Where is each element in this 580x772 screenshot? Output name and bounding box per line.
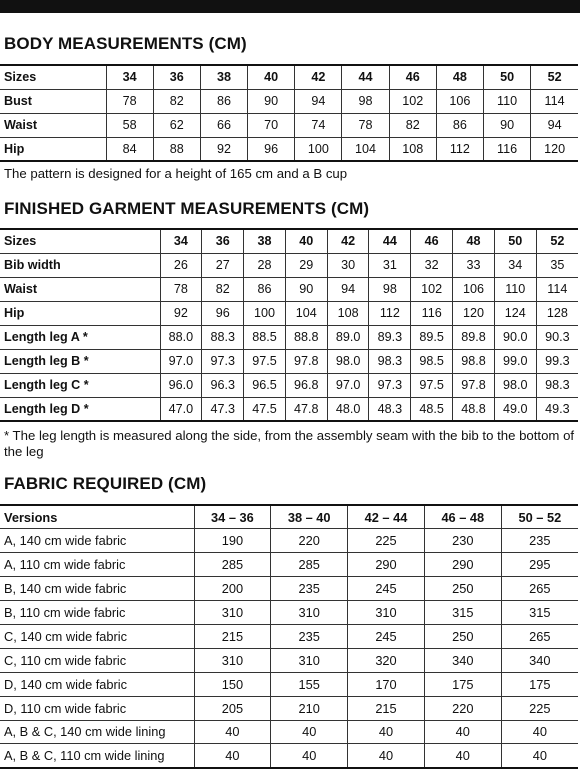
table-cell: 47.3 <box>202 397 244 421</box>
table-row <box>0 277 578 301</box>
table-cell: 96 <box>202 301 244 325</box>
row-label: Waist <box>0 277 160 301</box>
table-row <box>0 325 578 349</box>
column-header: 52 <box>536 229 578 253</box>
table-cell: 170 <box>348 672 425 696</box>
row-label: B, 110 cm wide fabric <box>0 601 194 625</box>
table-cell: 90.3 <box>536 325 578 349</box>
table-row <box>0 720 578 744</box>
table-cell: 82 <box>202 277 244 301</box>
table-cell: 90 <box>484 113 531 137</box>
column-header: 40 <box>285 229 327 253</box>
table-cell: 215 <box>194 624 271 648</box>
table-cell: 30 <box>327 253 369 277</box>
table-cell: 100 <box>244 301 286 325</box>
table-cell: 235 <box>271 577 348 601</box>
table-cell: 205 <box>194 696 271 720</box>
column-header: 44 <box>369 229 411 253</box>
table-cell: 104 <box>342 137 389 161</box>
column-header: 40 <box>248 65 295 89</box>
table-cell: 220 <box>271 529 348 553</box>
table-row <box>0 696 578 720</box>
fabric-required-table <box>0 504 578 769</box>
table-cell: 225 <box>348 529 425 553</box>
table-cell: 120 <box>531 137 578 161</box>
column-header: 50 – 52 <box>501 505 578 529</box>
row-label: Length leg B * <box>0 349 160 373</box>
table-cell: 98 <box>342 89 389 113</box>
table-cell: 29 <box>285 253 327 277</box>
table-cell: 315 <box>424 601 501 625</box>
table-cell: 340 <box>501 648 578 672</box>
table-cell: 48.5 <box>411 397 453 421</box>
table-cell: 84 <box>106 137 153 161</box>
column-header: 46 <box>389 65 436 89</box>
table-cell: 40 <box>348 720 425 744</box>
table-cell: 114 <box>536 277 578 301</box>
table-cell: 82 <box>389 113 436 137</box>
row-label: Hip <box>0 137 106 161</box>
table-cell: 220 <box>424 696 501 720</box>
table-cell: 114 <box>531 89 578 113</box>
table-cell: 40 <box>501 744 578 768</box>
column-header: 46 – 48 <box>424 505 501 529</box>
table-cell: 96.8 <box>285 373 327 397</box>
table-cell: 94 <box>531 113 578 137</box>
table-cell: 112 <box>369 301 411 325</box>
table-cell: 116 <box>484 137 531 161</box>
table-cell: 40 <box>194 720 271 744</box>
table-cell: 89.0 <box>327 325 369 349</box>
table-row <box>0 672 578 696</box>
table-cell: 89.5 <box>411 325 453 349</box>
table-cell: 116 <box>411 301 453 325</box>
table-cell: 104 <box>285 301 327 325</box>
table-cell: 310 <box>271 648 348 672</box>
table-cell: 250 <box>424 577 501 601</box>
table-cell: 290 <box>424 553 501 577</box>
table-cell: 86 <box>436 113 483 137</box>
table-cell: 74 <box>295 113 342 137</box>
column-header: 44 <box>342 65 389 89</box>
table-cell: 40 <box>501 720 578 744</box>
table-cell: 49.3 <box>536 397 578 421</box>
table-cell: 92 <box>160 301 202 325</box>
table-cell: 34 <box>494 253 536 277</box>
table-cell: 110 <box>494 277 536 301</box>
table-cell: 89.8 <box>453 325 495 349</box>
row-label: C, 140 cm wide fabric <box>0 624 194 648</box>
table-cell: 88.3 <box>202 325 244 349</box>
table-cell: 96 <box>248 137 295 161</box>
row-label: Length leg D * <box>0 397 160 421</box>
column-header: 36 <box>202 229 244 253</box>
table-cell: 70 <box>248 113 295 137</box>
row-label: A, 140 cm wide fabric <box>0 529 194 553</box>
column-header: 52 <box>531 65 578 89</box>
table-row <box>0 744 578 768</box>
table-header-row <box>0 65 578 89</box>
row-label: Length leg A * <box>0 325 160 349</box>
table-cell: 310 <box>348 601 425 625</box>
table-cell: 96.5 <box>244 373 286 397</box>
leg-length-note: * The leg length is measured along the side, from the assembly seam with the bib to the bottom of the leg <box>4 428 575 459</box>
table-cell: 47.8 <box>285 397 327 421</box>
top-bar <box>0 0 580 13</box>
row-label: Waist <box>0 113 106 137</box>
table-cell: 97.3 <box>202 349 244 373</box>
table-cell: 40 <box>271 720 348 744</box>
table-cell: 290 <box>348 553 425 577</box>
table-header-row <box>0 229 578 253</box>
column-header: 34 <box>160 229 202 253</box>
table-cell: 235 <box>501 529 578 553</box>
table-cell: 102 <box>389 89 436 113</box>
table-cell: 78 <box>106 89 153 113</box>
table-row <box>0 648 578 672</box>
table-cell: 32 <box>411 253 453 277</box>
table-cell: 88.0 <box>160 325 202 349</box>
table-cell: 98 <box>369 277 411 301</box>
table-cell: 97.8 <box>285 349 327 373</box>
table-cell: 40 <box>348 744 425 768</box>
table-cell: 48.8 <box>453 397 495 421</box>
table-cell: 112 <box>436 137 483 161</box>
row-label: A, 110 cm wide fabric <box>0 553 194 577</box>
table-cell: 27 <box>202 253 244 277</box>
column-header: 48 <box>453 229 495 253</box>
table-cell: 97.8 <box>453 373 495 397</box>
table-row <box>0 529 578 553</box>
table-cell: 200 <box>194 577 271 601</box>
table-cell: 225 <box>501 696 578 720</box>
table-cell: 97.0 <box>160 349 202 373</box>
column-header-label: Versions <box>0 505 194 529</box>
row-label: Bust <box>0 89 106 113</box>
table-row <box>0 553 578 577</box>
row-label: Bib width <box>0 253 160 277</box>
table-cell: 96.3 <box>202 373 244 397</box>
table-cell: 124 <box>494 301 536 325</box>
table-row <box>0 601 578 625</box>
table-cell: 108 <box>327 301 369 325</box>
table-cell: 94 <box>327 277 369 301</box>
table-cell: 40 <box>424 720 501 744</box>
table-cell: 310 <box>271 601 348 625</box>
table-cell: 315 <box>501 601 578 625</box>
table-cell: 88.8 <box>285 325 327 349</box>
table-cell: 98.8 <box>453 349 495 373</box>
table-cell: 40 <box>271 744 348 768</box>
table-row <box>0 624 578 648</box>
row-label: Hip <box>0 301 160 325</box>
table-cell: 90 <box>248 89 295 113</box>
table-cell: 190 <box>194 529 271 553</box>
table-cell: 26 <box>160 253 202 277</box>
column-header: 38 – 40 <box>271 505 348 529</box>
table-cell: 96.0 <box>160 373 202 397</box>
table-row <box>0 397 578 421</box>
table-cell: 110 <box>484 89 531 113</box>
table-cell: 99.3 <box>536 349 578 373</box>
table-cell: 150 <box>194 672 271 696</box>
table-cell: 340 <box>424 648 501 672</box>
table-cell: 40 <box>424 744 501 768</box>
column-header: 48 <box>436 65 483 89</box>
table-cell: 285 <box>271 553 348 577</box>
table-cell: 98.3 <box>536 373 578 397</box>
column-header: 42 <box>327 229 369 253</box>
table-cell: 128 <box>536 301 578 325</box>
table-cell: 31 <box>369 253 411 277</box>
table-cell: 235 <box>271 624 348 648</box>
table-cell: 98.0 <box>327 349 369 373</box>
row-label: D, 110 cm wide fabric <box>0 696 194 720</box>
table-cell: 90.0 <box>494 325 536 349</box>
table-cell: 86 <box>200 89 247 113</box>
column-header: 38 <box>244 229 286 253</box>
table-cell: 120 <box>453 301 495 325</box>
table-cell: 310 <box>194 601 271 625</box>
table-cell: 295 <box>501 553 578 577</box>
table-cell: 102 <box>411 277 453 301</box>
table-cell: 33 <box>453 253 495 277</box>
table-cell: 98.5 <box>411 349 453 373</box>
column-header: 38 <box>200 65 247 89</box>
table-cell: 90 <box>285 277 327 301</box>
row-label: Length leg C * <box>0 373 160 397</box>
table-cell: 230 <box>424 529 501 553</box>
table-cell: 47.5 <box>244 397 286 421</box>
column-header: 42 – 44 <box>348 505 425 529</box>
body-measurements-title: BODY MEASUREMENTS (CM) <box>4 34 247 53</box>
table-row <box>0 253 578 277</box>
table-cell: 78 <box>342 113 389 137</box>
table-row <box>0 577 578 601</box>
table-header-row <box>0 505 578 529</box>
table-cell: 92 <box>200 137 247 161</box>
column-header: 46 <box>411 229 453 253</box>
row-label: A, B & C, 110 cm wide lining <box>0 744 194 768</box>
table-cell: 285 <box>194 553 271 577</box>
column-header-label: Sizes <box>0 229 160 253</box>
table-cell: 35 <box>536 253 578 277</box>
row-label: C, 110 cm wide fabric <box>0 648 194 672</box>
table-cell: 245 <box>348 577 425 601</box>
height-note: The pattern is designed for a height of 165 cm and a B cup <box>4 166 348 181</box>
table-cell: 100 <box>295 137 342 161</box>
table-row <box>0 89 578 113</box>
table-cell: 215 <box>348 696 425 720</box>
table-cell: 97.5 <box>244 349 286 373</box>
table-cell: 250 <box>424 624 501 648</box>
column-header: 50 <box>484 65 531 89</box>
table-cell: 106 <box>453 277 495 301</box>
row-label: B, 140 cm wide fabric <box>0 577 194 601</box>
table-cell: 40 <box>194 744 271 768</box>
row-label: A, B & C, 140 cm wide lining <box>0 720 194 744</box>
column-header: 42 <box>295 65 342 89</box>
table-cell: 28 <box>244 253 286 277</box>
table-cell: 175 <box>424 672 501 696</box>
body-measurements-table <box>0 64 578 162</box>
table-cell: 245 <box>348 624 425 648</box>
table-cell: 86 <box>244 277 286 301</box>
table-row <box>0 113 578 137</box>
column-header: 34 <box>106 65 153 89</box>
table-cell: 88 <box>153 137 200 161</box>
table-cell: 82 <box>153 89 200 113</box>
table-cell: 97.5 <box>411 373 453 397</box>
table-cell: 99.0 <box>494 349 536 373</box>
finished-garment-table <box>0 228 578 422</box>
table-cell: 98.0 <box>494 373 536 397</box>
finished-garment-title: FINISHED GARMENT MEASUREMENTS (CM) <box>4 199 370 218</box>
table-cell: 49.0 <box>494 397 536 421</box>
table-cell: 94 <box>295 89 342 113</box>
table-cell: 310 <box>194 648 271 672</box>
table-row <box>0 349 578 373</box>
table-cell: 175 <box>501 672 578 696</box>
table-cell: 108 <box>389 137 436 161</box>
table-cell: 97.0 <box>327 373 369 397</box>
table-cell: 89.3 <box>369 325 411 349</box>
row-label: D, 140 cm wide fabric <box>0 672 194 696</box>
table-cell: 98.3 <box>369 349 411 373</box>
table-cell: 265 <box>501 577 578 601</box>
table-cell: 66 <box>200 113 247 137</box>
column-header: 50 <box>494 229 536 253</box>
table-cell: 320 <box>348 648 425 672</box>
table-cell: 48.0 <box>327 397 369 421</box>
table-cell: 78 <box>160 277 202 301</box>
column-header-label: Sizes <box>0 65 106 89</box>
table-cell: 106 <box>436 89 483 113</box>
fabric-required-title: FABRIC REQUIRED (CM) <box>4 474 207 493</box>
table-row <box>0 137 578 161</box>
column-header: 34 – 36 <box>194 505 271 529</box>
table-cell: 62 <box>153 113 200 137</box>
table-row <box>0 373 578 397</box>
table-cell: 88.5 <box>244 325 286 349</box>
table-cell: 155 <box>271 672 348 696</box>
table-row <box>0 301 578 325</box>
table-cell: 48.3 <box>369 397 411 421</box>
column-header: 36 <box>153 65 200 89</box>
table-cell: 210 <box>271 696 348 720</box>
table-cell: 265 <box>501 624 578 648</box>
table-cell: 47.0 <box>160 397 202 421</box>
table-cell: 97.3 <box>369 373 411 397</box>
table-cell: 58 <box>106 113 153 137</box>
